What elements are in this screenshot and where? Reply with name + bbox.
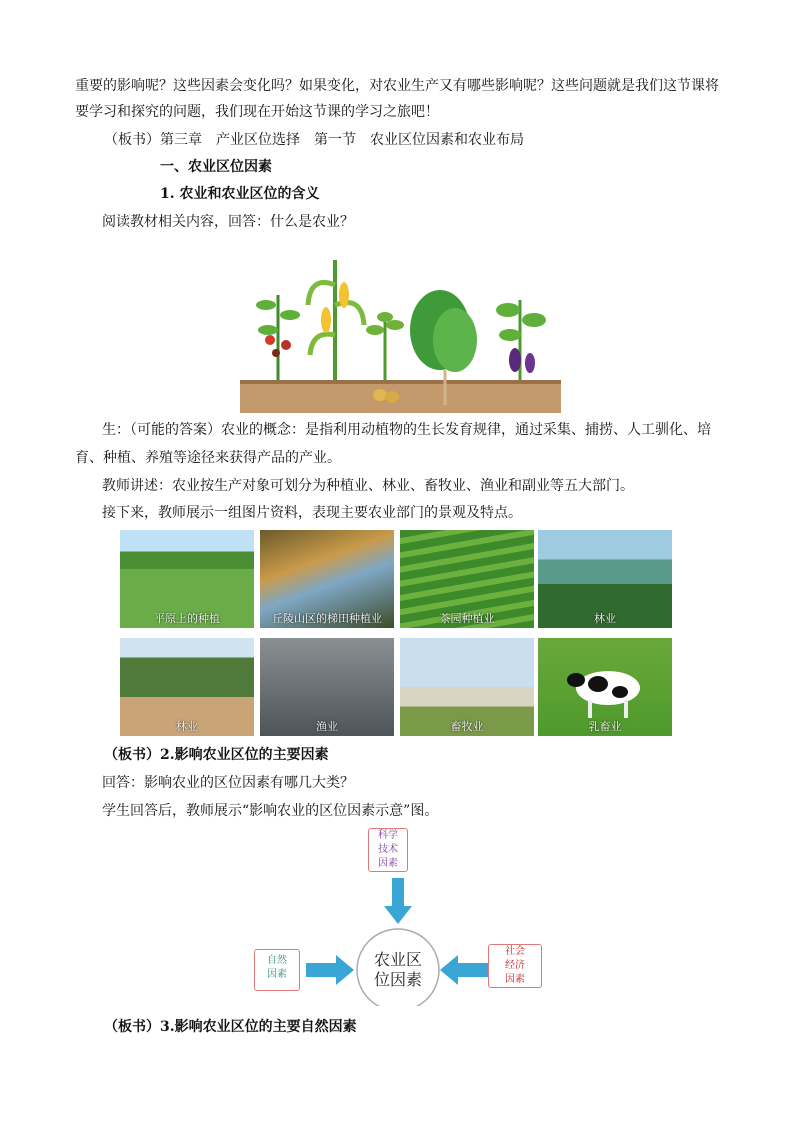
factor-line: 技术 bbox=[378, 844, 398, 855]
tomato-plant bbox=[256, 295, 300, 380]
factor-line: 因素 bbox=[505, 974, 525, 985]
photo-terrace-farming bbox=[260, 530, 394, 628]
photo-caption: 林业 bbox=[176, 720, 198, 733]
factor-line: 自然 bbox=[267, 955, 287, 966]
factor-line: 因素 bbox=[267, 969, 287, 980]
factor-line: 经济 bbox=[505, 960, 525, 971]
para-line-2: 要学习和探究的问题，我们现在开始这节课的学习之旅吧！ bbox=[75, 104, 439, 120]
factor-natural bbox=[254, 949, 300, 991]
photo-caption: 平原上的种植 bbox=[154, 612, 220, 625]
corn-plant bbox=[308, 260, 364, 380]
teacher-narration: 教师讲述：农业按生产对象可划分为种植业、林业、畜牧业、渔业和副业等五大部门。 bbox=[102, 478, 634, 494]
read-question: 阅读教材相关内容，回答：什么是农业？ bbox=[102, 214, 354, 230]
photo-plain-farming bbox=[120, 530, 254, 628]
photo-caption: 畜牧业 bbox=[450, 720, 484, 733]
board-title-1: （板书）第三章 产业区位选择 第一节 农业区位因素和农业布局 bbox=[104, 132, 524, 148]
heading-agri-location-factors: 一、农业区位因素 bbox=[160, 159, 272, 175]
agri-location-factor-diagram bbox=[248, 826, 548, 1006]
photo-caption: 茶园种植业 bbox=[439, 612, 495, 625]
photo-caption: 渔业 bbox=[316, 720, 338, 733]
factor-line: 科学 bbox=[378, 830, 398, 841]
photo-animal-husbandry bbox=[400, 638, 534, 736]
center-label bbox=[358, 950, 438, 990]
photo-caption: 丘陵山区的梯田种植业 bbox=[272, 612, 382, 625]
photo-dairy-farming bbox=[538, 638, 672, 736]
eggplant-plant bbox=[496, 300, 546, 380]
factor-socio-economic bbox=[488, 944, 542, 988]
photo-forestry-1 bbox=[538, 530, 672, 628]
photo-caption: 乳畜业 bbox=[588, 720, 622, 733]
photo-fishery bbox=[260, 638, 394, 736]
center-line: 农业区 bbox=[373, 950, 422, 969]
para-line-1: 重要的影响呢？这些因素会变化吗？如果变化，对农业生产又有哪些影响呢？这些问题就是我们这节课将 bbox=[75, 78, 719, 94]
next-narration: 接下来，教师展示一组图片资料，表现主要农业部门的景观及特点。 bbox=[102, 505, 522, 521]
heading-agri-meaning: 1. 农业和农业区位的含义 bbox=[160, 186, 320, 202]
photo-forestry-2 bbox=[120, 638, 254, 736]
factor-science-tech bbox=[368, 828, 408, 872]
factor-line: 因素 bbox=[378, 858, 398, 869]
board-title-3: （板书）3.影响农业区位的主要自然因素 bbox=[104, 1019, 357, 1035]
center-line: 位因素 bbox=[373, 970, 422, 989]
crops-illustration bbox=[240, 245, 561, 413]
factor-line: 社会 bbox=[505, 946, 525, 957]
answer-line-2: 育、种植、养殖等途径来获得产品的产业。 bbox=[75, 450, 341, 466]
question-line: 回答：影响农业的区位因素有哪几大类？ bbox=[102, 775, 354, 791]
photo-caption: 林业 bbox=[594, 612, 616, 625]
answer-line-1: 生：（可能的答案）农业的概念：是指利用动植物的生长发育规律，通过采集、捕捞、人工驯化、培 bbox=[102, 422, 711, 438]
photo-tea-plantation bbox=[400, 530, 534, 628]
after-line: 学生回答后，教师展示“影响农业的区位因素示意”图。 bbox=[102, 803, 439, 819]
board-title-2: （板书）2.影响农业区位的主要因素 bbox=[104, 747, 329, 763]
